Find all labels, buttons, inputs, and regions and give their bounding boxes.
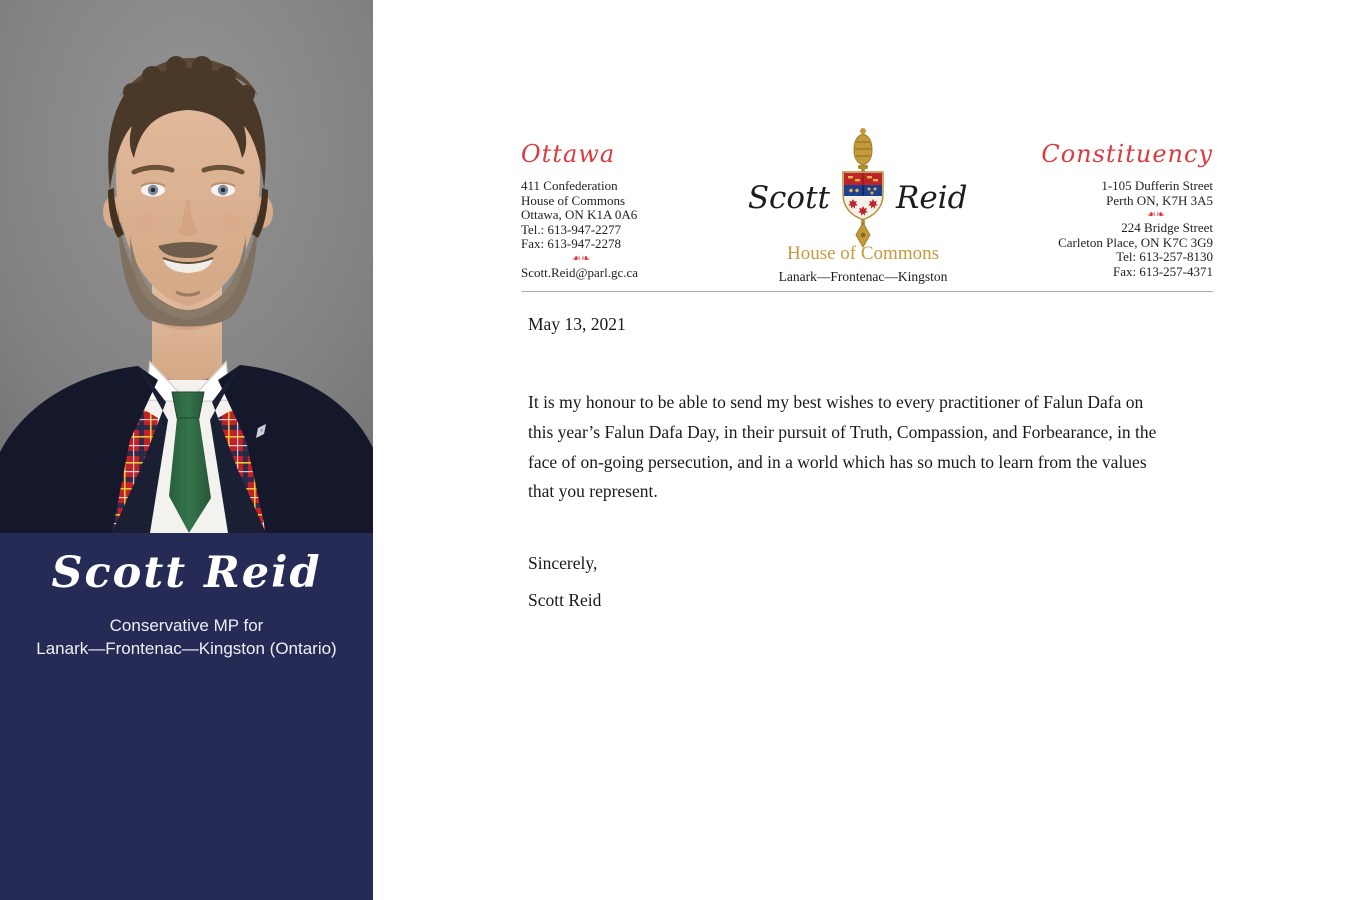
letter-body-line: that you represent.: [528, 481, 658, 502]
letter-body-line: this year’s Falun Dafa Day, in their pursuit of Truth, Compassion, and Forbearance, in the: [528, 421, 1157, 442]
constituency-address-line: 224 Bridge Street: [1121, 220, 1213, 236]
band-name-script: Scott Reid: [51, 548, 322, 598]
ottawa-address-line: 411 Confederation: [521, 178, 618, 193]
constituency-address-line: Tel: 613-257-8130: [1116, 249, 1213, 265]
letter-date: May 13, 2021: [528, 314, 626, 334]
ottawa-address-line: Ottawa, ON K1A 0A6: [521, 207, 638, 223]
shield: [843, 172, 883, 220]
letter-closing: Sincerely,: [528, 553, 598, 573]
floral-ornament-icon: ❧❧: [571, 251, 591, 265]
house-of-commons-emblem-icon: [836, 126, 890, 253]
letter-signature: Scott Reid: [528, 590, 602, 610]
letter-body-line: It is my honour to be able to send my best wishes to every practitioner of Falun Dafa on: [528, 392, 1144, 412]
ottawa-address-line: House of Commons: [521, 192, 625, 208]
constituency-address-line: 1-105 Dufferin Street: [1101, 178, 1213, 193]
ottawa-address-line: Fax: 613-947-2278: [521, 236, 622, 252]
portrait-photo: [0, 0, 373, 533]
left-panel: [0, 0, 373, 900]
ottawa-heading: Ottawa: [521, 140, 616, 168]
letterhead-divider: [522, 291, 1213, 292]
constituency-address-line: Fax: 613-257-4371: [1112, 263, 1213, 279]
letterhead-last-name: Reid: [896, 180, 968, 216]
letter-body-line: face of on-going persecution, and in a world which has so much to learn from the values: [528, 451, 1147, 472]
band-title-line1: Conservative MP for: [109, 616, 264, 635]
house-of-commons-label: House of Commons: [787, 243, 939, 264]
letterhead-first-name: Scott: [747, 180, 830, 216]
constituency-heading: Constituency: [1041, 140, 1213, 168]
portrait-illustration: [0, 0, 373, 533]
constituency-address-line: Perth ON, K7H 3A5: [1106, 192, 1213, 208]
band-title-line2: Lanark—Frontenac—Kingston (Ontario): [36, 639, 337, 658]
floral-ornament-icon: ❧❧: [1146, 208, 1165, 222]
letter-body: [528, 388, 1203, 507]
riding-label: Lanark—Frontenac—Kingston: [778, 269, 948, 284]
ottawa-address-block: [521, 140, 691, 281]
constituency-address-block: [993, 140, 1213, 280]
ottawa-email: Scott.Reid@parl.gc.ca: [521, 264, 639, 280]
ottawa-address-line: Tel.: 613-947-2277: [521, 221, 622, 237]
constituency-address-line: Carleton Place, ON K7C 3G9: [1058, 234, 1213, 250]
